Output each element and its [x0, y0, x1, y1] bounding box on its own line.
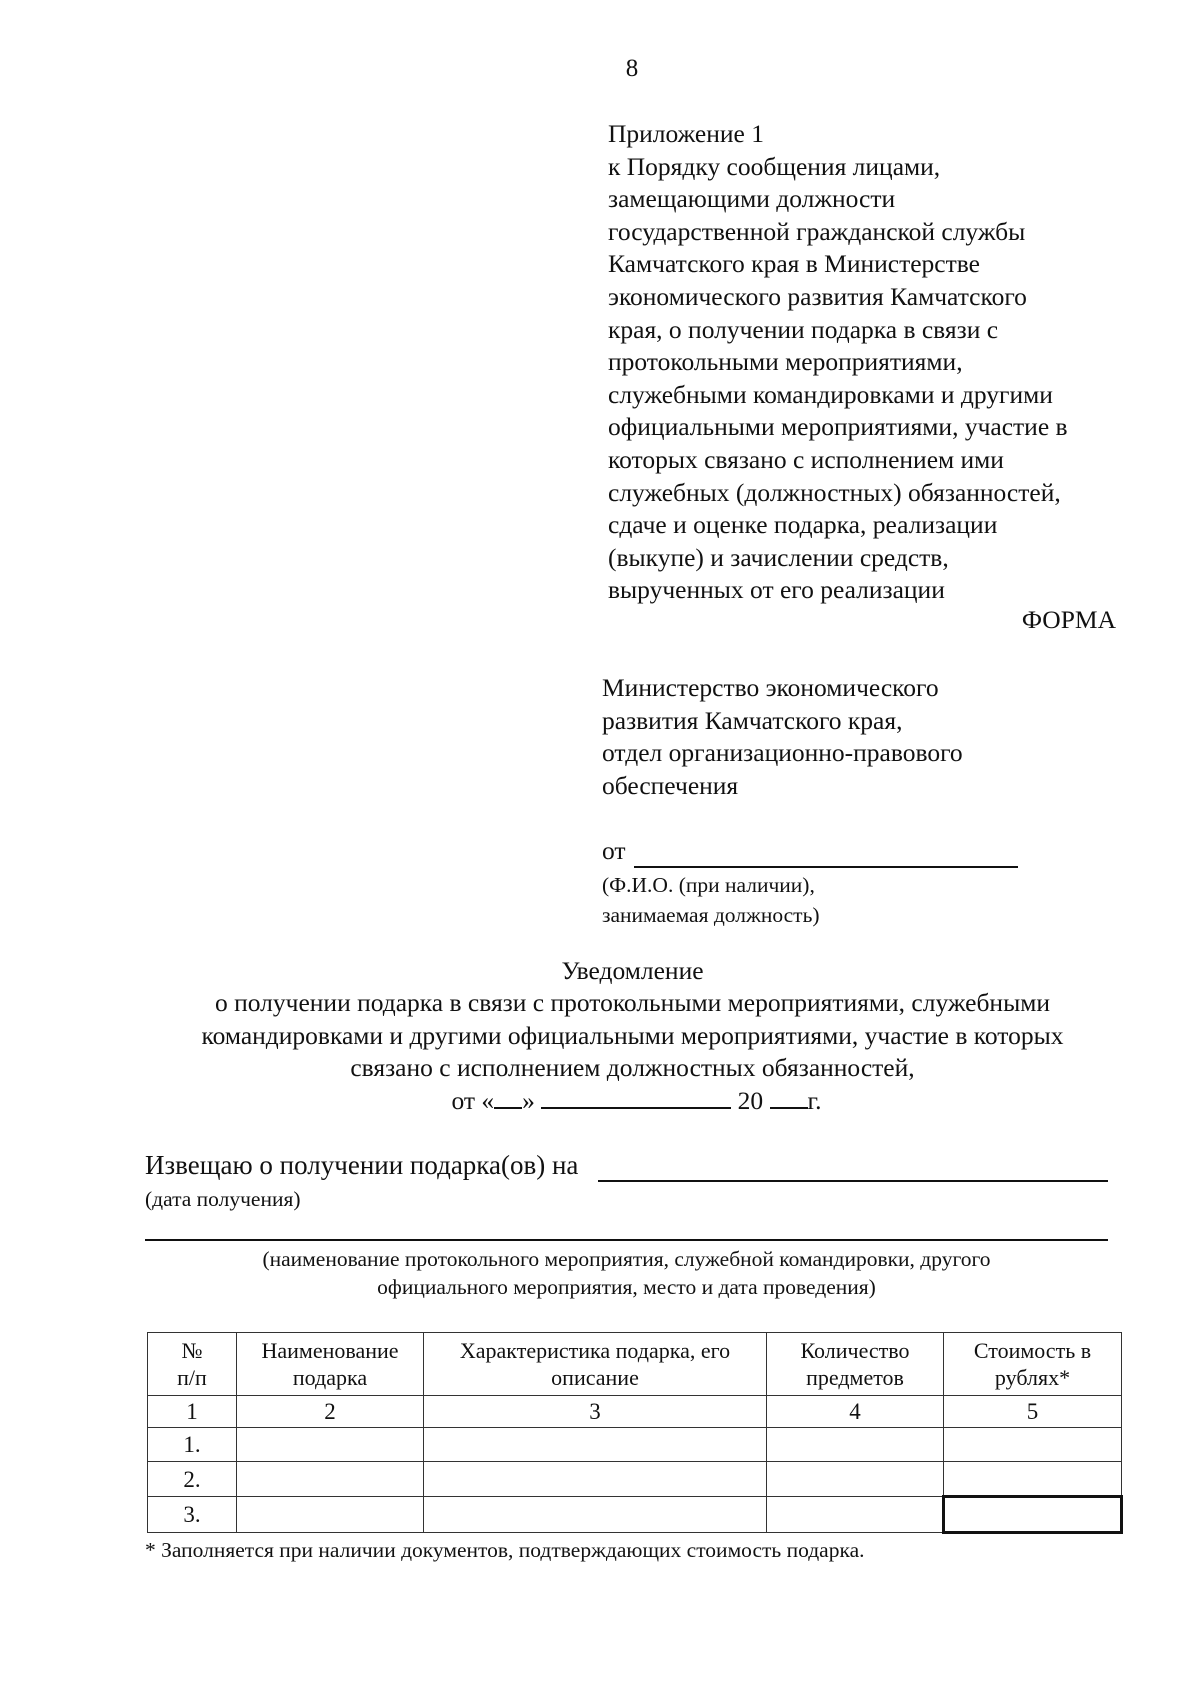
date-year: 20: [737, 1085, 764, 1115]
quantity-cell[interactable]: [767, 1462, 944, 1497]
gift-description-cell[interactable]: [424, 1428, 767, 1462]
gift-name-cell[interactable]: [237, 1428, 424, 1462]
month-field[interactable]: [541, 1085, 731, 1109]
event-hint: [145, 1245, 1108, 1301]
recipient-line: Министерство экономического: [602, 673, 939, 702]
report-text: Извещаю о получении подарка(ов) на: [145, 1150, 579, 1180]
cost-cell[interactable]: [944, 1428, 1122, 1462]
recipient-line: обеспечения: [602, 770, 739, 800]
appendix-line: экономического развития Камчатского: [608, 281, 1027, 311]
recipient-line: развития Камчатского края,: [602, 705, 903, 735]
sender-name-field[interactable]: [634, 866, 1018, 868]
date-suffix: г.: [807, 1085, 822, 1115]
quantity-cell[interactable]: [767, 1428, 944, 1462]
appendix-heading: [608, 118, 1168, 607]
receipt-date-field[interactable]: [598, 1180, 1108, 1182]
gifts-table: [147, 1332, 1123, 1534]
table-header-row: [148, 1333, 1122, 1396]
appendix-line: служебными командировками и другими: [608, 379, 1053, 409]
header-cost: Стоимость в рублях*: [944, 1333, 1122, 1396]
row-number: 2.: [148, 1462, 237, 1497]
row-number: 3.: [148, 1497, 237, 1533]
appendix-line: сдаче и оценке подарка, реализации: [608, 510, 998, 540]
notice-title-block: [140, 955, 1125, 1117]
appendix-line: Приложение 1: [608, 119, 764, 148]
page-number: 8: [625, 55, 639, 82]
header-gift-description: Характеристика подарка, его описание: [424, 1333, 767, 1396]
cost-cell[interactable]: [944, 1497, 1122, 1533]
event-hint-line: (наименование протокольного мероприятия, служебной командировки, другого: [262, 1247, 991, 1271]
appendix-line: (выкупе) и зачислении средств,: [608, 542, 949, 572]
notice-line: связано с исполнением должностных обязанностей,: [350, 1053, 915, 1083]
gift-description-cell[interactable]: [424, 1462, 767, 1497]
notice-line: о получении подарка в связи с протокольными мероприятиями, служебными: [214, 988, 1050, 1018]
appendix-line: к Порядку сообщения лицами,: [608, 151, 941, 181]
appendix-line: замещающими должности: [608, 184, 896, 214]
column-number: 3: [424, 1396, 767, 1428]
gift-name-cell[interactable]: [237, 1497, 424, 1533]
event-field[interactable]: [145, 1239, 1108, 1241]
notice-date: [140, 1085, 1125, 1117]
from-label: от: [602, 836, 626, 865]
year-field[interactable]: [770, 1085, 808, 1109]
column-number: 1: [148, 1396, 237, 1428]
recipient-line: отдел организационно-правового: [602, 738, 963, 768]
sender-hint: [602, 870, 820, 930]
footnote: * Заполняется при наличии документов, подтверждающих стоимость подарка.: [145, 1538, 865, 1562]
event-hint-line: официального мероприятия, место и дата проведения): [377, 1275, 876, 1299]
notice-title: Уведомление: [561, 956, 704, 985]
quantity-cell[interactable]: [767, 1497, 944, 1533]
appendix-line: государственной гражданской службы: [608, 216, 1026, 246]
header-quantity: Количество предметов: [767, 1333, 944, 1396]
notice-line: командировками и другими официальными мероприятиями, участие в которых: [201, 1020, 1064, 1050]
column-number: 4: [767, 1396, 944, 1428]
appendix-line: края, о получении подарка в связи с: [608, 314, 999, 344]
column-number: 5: [944, 1396, 1122, 1428]
receipt-date-hint: (дата получения): [145, 1187, 301, 1211]
column-number: 2: [237, 1396, 424, 1428]
appendix-line: официальными мероприятиями, участие в: [608, 412, 1068, 442]
table-row: [148, 1428, 1122, 1462]
sender-hint-line: занимаемая должность): [602, 903, 820, 927]
appendix-line: вырученных от его реализации: [608, 575, 945, 605]
appendix-line: Камчатского края в Министерстве: [608, 249, 980, 279]
gift-description-cell[interactable]: [424, 1497, 767, 1533]
gift-name-cell[interactable]: [237, 1462, 424, 1497]
header-number: № п/п: [148, 1333, 237, 1396]
header-gift-name: Наименование подарка: [237, 1333, 424, 1396]
date-quote-close: »: [522, 1085, 535, 1115]
form-label: ФОРМА: [1021, 605, 1116, 634]
date-prefix: от «: [451, 1085, 495, 1115]
recipient-block: [602, 672, 963, 802]
table-row: [148, 1462, 1122, 1497]
table-row: [148, 1497, 1122, 1533]
cost-cell[interactable]: [944, 1462, 1122, 1497]
row-number: 1.: [148, 1428, 237, 1462]
column-number-row: [148, 1396, 1122, 1428]
sender-hint-line: (Ф.И.О. (при наличии),: [602, 873, 815, 897]
appendix-line: которых связано с исполнением ими: [608, 444, 1004, 474]
appendix-line: служебных (должностных) обязанностей,: [608, 477, 1061, 507]
appendix-line: протокольными мероприятиями,: [608, 347, 963, 377]
day-field[interactable]: [494, 1085, 522, 1109]
